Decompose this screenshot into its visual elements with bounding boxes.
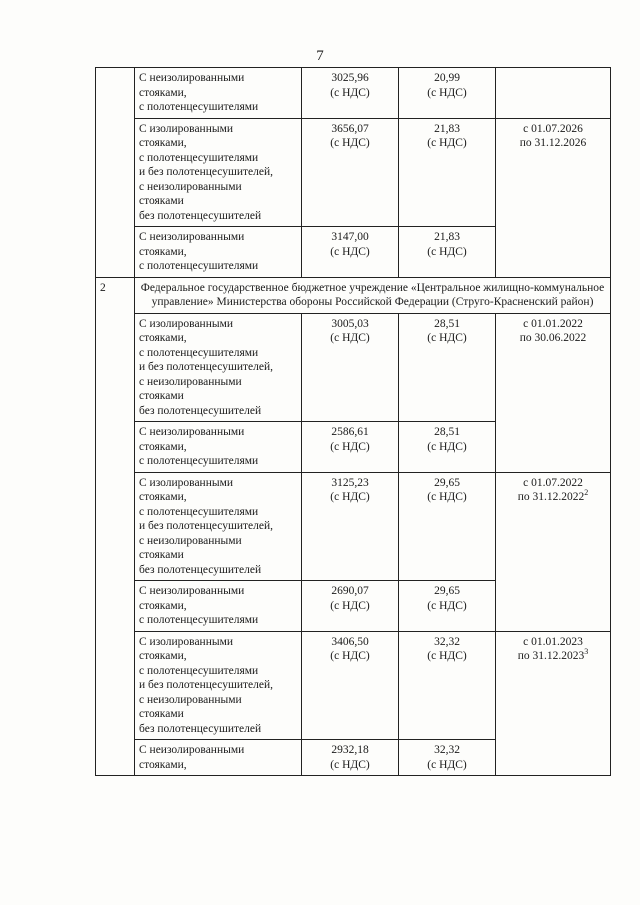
tariff-value: 29,65 xyxy=(434,476,460,489)
validity-period: с 01.07.2026 по 31.12.2026 xyxy=(496,118,611,277)
organization-row xyxy=(96,277,611,313)
riser-description: С изолированными стояками, с полотенцесушителями и без полотенцесушителей, с неизолированными стояками без полотенцесушителей xyxy=(135,472,302,581)
vat-note: (с НДС) xyxy=(330,245,370,258)
tariff-heat-cell xyxy=(302,631,399,740)
validity-period xyxy=(496,68,611,119)
tariff-value: 2932,18 xyxy=(331,744,369,756)
riser-description: С неизолированными стояками, с полотенцесушителями xyxy=(135,68,302,119)
tariff-value: 3125,23 xyxy=(331,476,369,489)
tariff-value: 21,83 xyxy=(434,122,460,135)
table-row xyxy=(96,68,611,119)
row-number-cell xyxy=(96,68,135,278)
tariff-value: 32,32 xyxy=(434,744,460,756)
vat-note: (с НДС) xyxy=(330,137,370,149)
riser-description: С неизолированными стояками, с полотенцесушителями xyxy=(135,422,302,473)
tariff-heat-cell xyxy=(302,68,399,119)
tariff-heat-cell xyxy=(302,581,399,632)
tariff-heat-cell xyxy=(302,472,399,581)
vat-note: (с НДС) xyxy=(427,650,467,662)
row-number: 2 xyxy=(96,277,135,776)
tariff-water-cell xyxy=(399,581,496,632)
tariff-heat-cell xyxy=(302,422,399,473)
tariff-value: 20,99 xyxy=(434,72,460,84)
tariff-heat-cell xyxy=(302,313,399,422)
vat-note: (с НДС) xyxy=(427,137,467,149)
tariff-value: 21,83 xyxy=(434,231,460,243)
tariff-value: 3005,03 xyxy=(331,317,369,330)
tariff-water-cell xyxy=(399,68,496,119)
riser-description: С изолированными стояками, с полотенцесушителями и без полотенцесушителей, с неизолированными стояками без полотенцесушителей xyxy=(135,631,302,740)
vat-note: (с НДС) xyxy=(330,332,370,344)
vat-note: (с НДС) xyxy=(427,86,467,99)
tariff-value: 29,65 xyxy=(434,585,460,597)
organization-name: Федеральное государственное бюджетное учреждение «Центральное жилищно-коммунальное управление» Министерства обороны Российской Федерации (Струго-Красненский район) xyxy=(135,277,611,313)
tariff-value: 32,32 xyxy=(434,635,460,648)
tariff-value: 3025,96 xyxy=(331,72,369,84)
vat-note: (с НДС) xyxy=(427,245,467,258)
table-row xyxy=(96,631,611,740)
tariff-water-cell xyxy=(399,313,496,422)
table-row xyxy=(96,472,611,581)
riser-description: С неизолированными стояками, с полотенцесушителями xyxy=(135,227,302,278)
vat-note: (с НДС) xyxy=(330,86,370,99)
tariff-water-cell xyxy=(399,227,496,278)
tariff-value: 28,51 xyxy=(434,317,460,330)
footnote-marker: 2 xyxy=(584,488,589,498)
vat-note: (с НДС) xyxy=(427,332,467,344)
vat-note: (с НДС) xyxy=(427,599,467,612)
footnote-marker: 3 xyxy=(584,647,589,657)
vat-note: (с НДС) xyxy=(330,491,370,503)
tariff-water-cell xyxy=(399,740,496,776)
riser-description: С неизолированными стояками, xyxy=(135,740,302,776)
tariff-value: 2690,07 xyxy=(331,585,369,597)
tariff-heat-cell xyxy=(302,740,399,776)
validity-period: с 01.01.2023 по 31.12.2023$^3$ xyxy=(496,631,611,776)
riser-description: С изолированными стояками, с полотенцесушителями и без полотенцесушителей, с неизолированными стояками без полотенцесушителей xyxy=(135,313,302,422)
riser-description: С изолированными стояками, с полотенцесушителями и без полотенцесушителей, с неизолированными стояками без полотенцесушителей xyxy=(135,118,302,227)
tariff-water-cell xyxy=(399,631,496,740)
tariff-value: 3147,00 xyxy=(331,231,369,243)
tariff-value: 2586,61 xyxy=(331,426,369,438)
tariff-water-cell xyxy=(399,472,496,581)
tariff-table xyxy=(95,67,611,776)
tariff-water-cell xyxy=(399,118,496,227)
table-row xyxy=(96,118,611,227)
vat-note: (с НДС) xyxy=(427,758,467,771)
tariff-heat-cell xyxy=(302,227,399,278)
riser-description: С неизолированными стояками, с полотенцесушителями xyxy=(135,581,302,632)
page-number: 7 xyxy=(316,48,324,64)
validity-period: с 01.07.2022 по 31.12.2022$^2$ xyxy=(496,472,611,631)
tariff-water-cell xyxy=(399,422,496,473)
tariff-value: 28,51 xyxy=(434,426,460,438)
vat-note: (с НДС) xyxy=(427,491,467,503)
table-row xyxy=(96,313,611,422)
vat-note: (с НДС) xyxy=(330,599,370,612)
vat-note: (с НДС) xyxy=(330,650,370,662)
tariff-heat-cell xyxy=(302,118,399,227)
tariff-value: 3656,07 xyxy=(331,122,369,135)
vat-note: (с НДС) xyxy=(330,440,370,453)
tariff-value: 3406,50 xyxy=(331,635,369,648)
validity-period: с 01.01.2022 по 30.06.2022 xyxy=(496,313,611,472)
vat-note: (с НДС) xyxy=(427,440,467,453)
vat-note: (с НДС) xyxy=(330,758,370,771)
